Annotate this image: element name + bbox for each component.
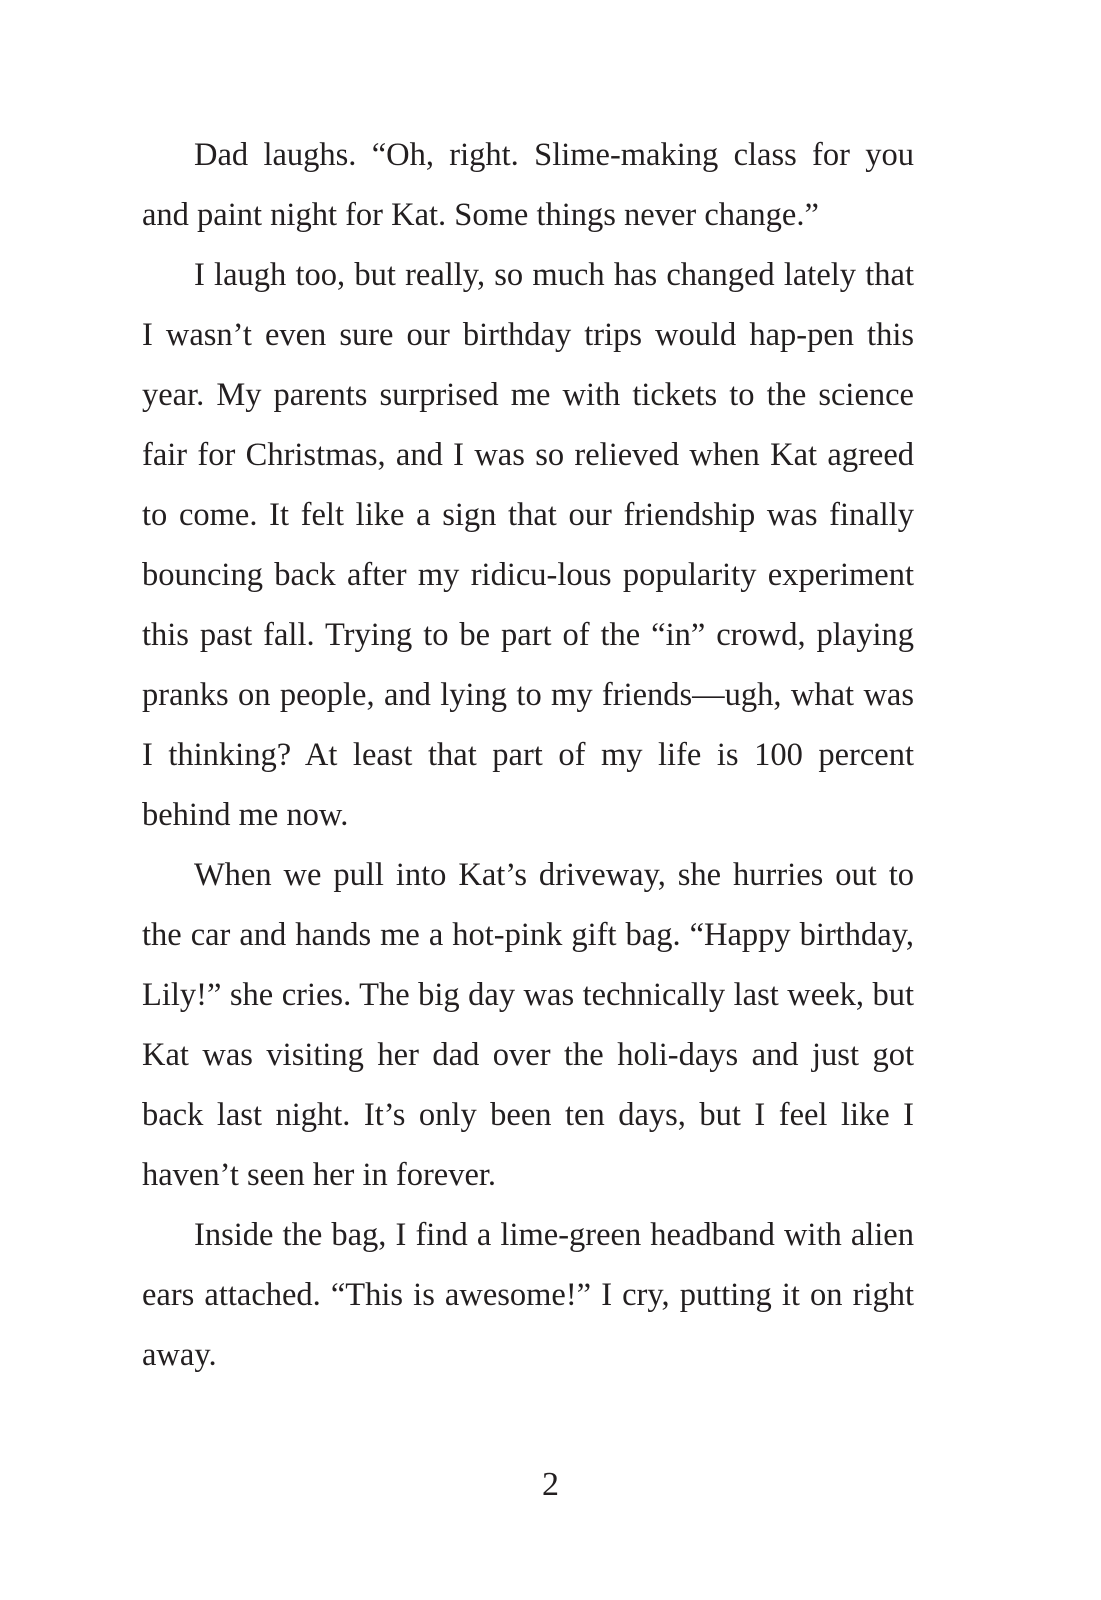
paragraph-3: When we pull into Kat’s driveway, she hurries out to the car and hands me a hot-pink gift bag. “Happy birthday, Lily!” she cries. The big day was technically last week, but Kat was visiting her dad over the holi-days and just got back last night. It’s only been ten days, but I feel like I haven’t seen her in forever. [142,857,914,1193]
paragraph-2: I laugh too, but really, so much has changed lately that I wasn’t even sure our birthday trips would hap-pen this year. My parents surprised me with tickets to the science fair for Christmas, and I was so relieved when Kat agreed to come. It felt like a sign that our friendship was finally bouncing back after my ridicu-lous popularity experiment this past fall. Trying to be part of the “in” crowd, playing pranks on people, and lying to my friends—ugh, what was I thinking? At least that part of my life is 100 percent behind me now. [142,257,914,833]
page-body [142,125,914,1385]
page-number: 2 [542,1466,559,1503]
paragraph-1: Dad laughs. “Oh, right. Slime-making class for you and paint night for Kat. Some things never change.” [142,137,914,233]
paragraph-4: Inside the bag, I find a lime-green headband with alien ears attached. “This is awesome!” I cry, putting it on right away. [142,1217,914,1373]
